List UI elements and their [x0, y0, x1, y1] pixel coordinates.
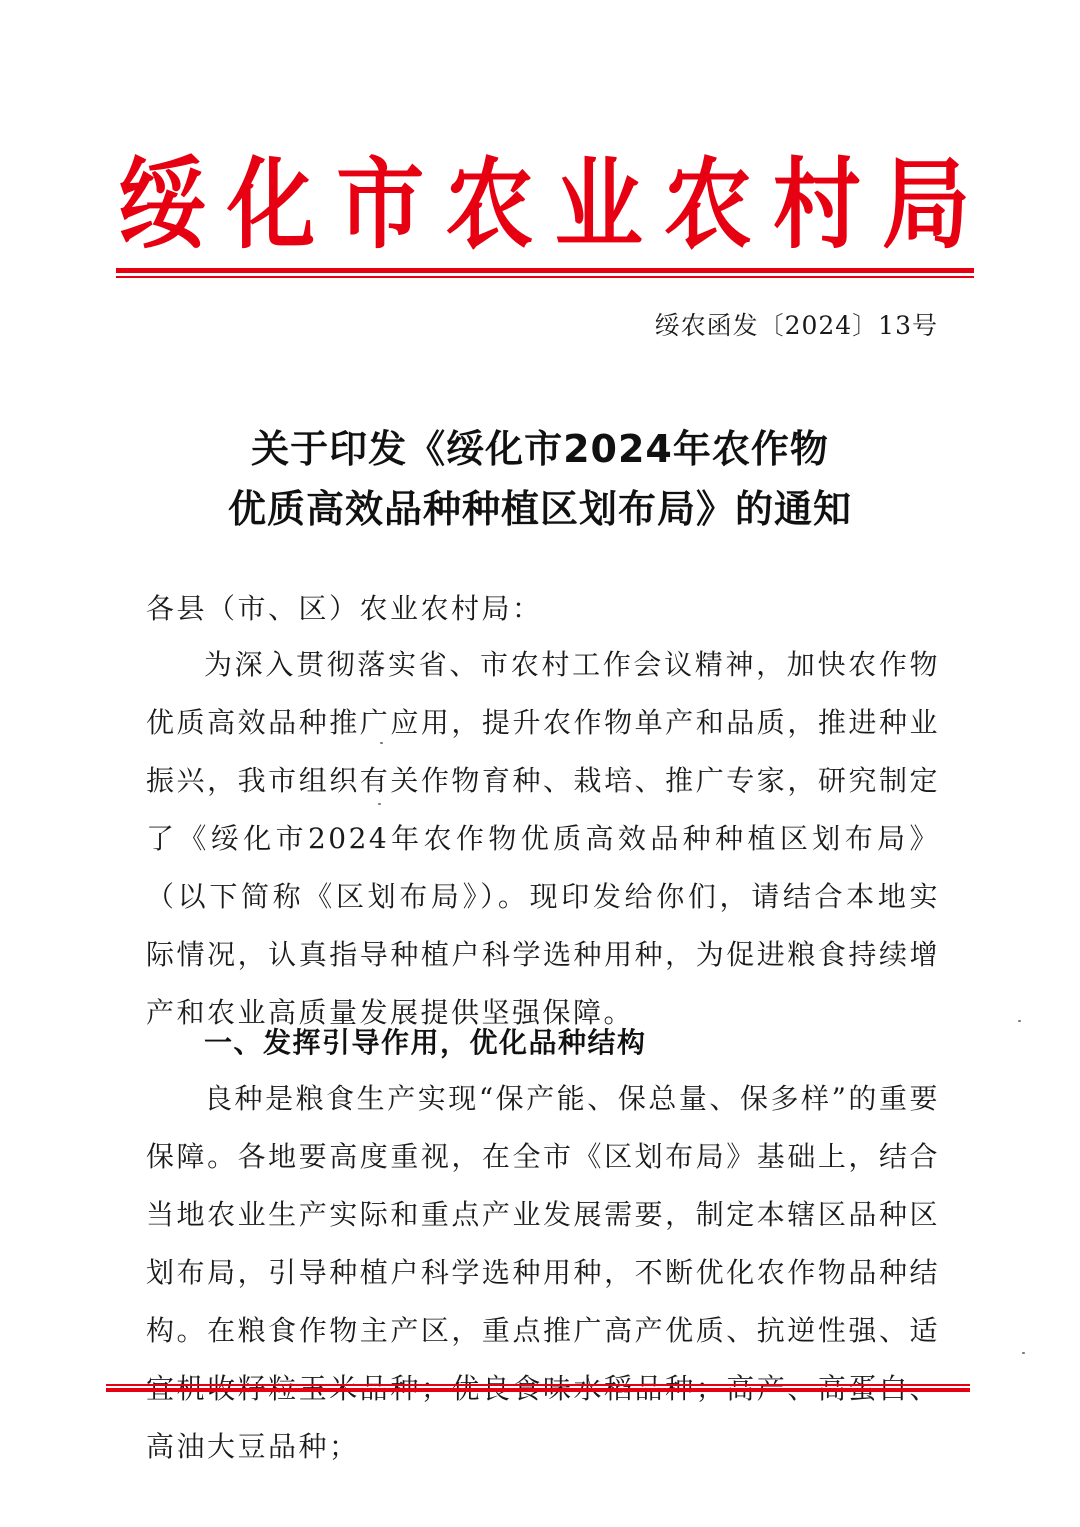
- masthead-character: 局: [881, 145, 970, 263]
- scan-speck: [1018, 1020, 1021, 1022]
- document-title-line-2: 优质高效品种种植区划布局》的通知: [227, 487, 852, 531]
- salutation: 各县（市、区）农业农村局：: [146, 592, 543, 625]
- masthead-character: 农: [663, 145, 752, 263]
- red-header-rule-thick: [116, 268, 974, 273]
- agency-masthead: [118, 145, 970, 263]
- masthead-character: 化: [227, 145, 316, 263]
- masthead-character: 农: [445, 145, 534, 263]
- masthead-character: 绥: [118, 145, 207, 263]
- document-title-line-1: 关于印发《绥化市2024年农作物: [251, 427, 829, 471]
- masthead-character: 业: [554, 145, 643, 263]
- scan-speck: [380, 742, 383, 744]
- scan-speck: [1022, 1352, 1025, 1354]
- section-heading-1: 一、发挥引导作用，优化品种结构: [204, 1026, 647, 1059]
- red-footer-rule-thick: [106, 1388, 970, 1392]
- masthead-character: 村: [772, 145, 861, 263]
- body-paragraph-2: 良种是粮食生产实现“保产能、保总量、保多样”的重要保障。各地要高度重视，在全市《区划布局》基础上，结合当地农业生产实际和重点产业发展需要，制定本辖区品种区划布局，引导种植户科学选种用种，不断优化农作物品种结构。在粮食作物主产区，重点推广高产优质、抗逆性强、适 高油大豆品种；: [146, 1082, 940, 1463]
- document-number: 绥农函发〔2024〕13号: [654, 311, 938, 340]
- scan-speck: [378, 803, 381, 805]
- masthead-character: 市: [336, 145, 425, 263]
- red-header-rule-thin: [116, 276, 974, 278]
- red-footer-rule-thin: [106, 1384, 970, 1386]
- body-paragraph-1: 为深入贯彻落实省、市农村工作会议精神，加快农作物优质高效品种推广应用，提升农作物单产和品质，推进种业振兴，我市组织有关作物育种、栽培、推广专家，研究制定了《绥化市2024年农作物优质高效品种种植区划布局》（以下简称《区划布局》）。现印发给你们，请结合本地实际情况，认真指导种植户科学选种用种，为促进粮食持续增产和农业高质量发展提供坚强保障。: [146, 648, 940, 1029]
